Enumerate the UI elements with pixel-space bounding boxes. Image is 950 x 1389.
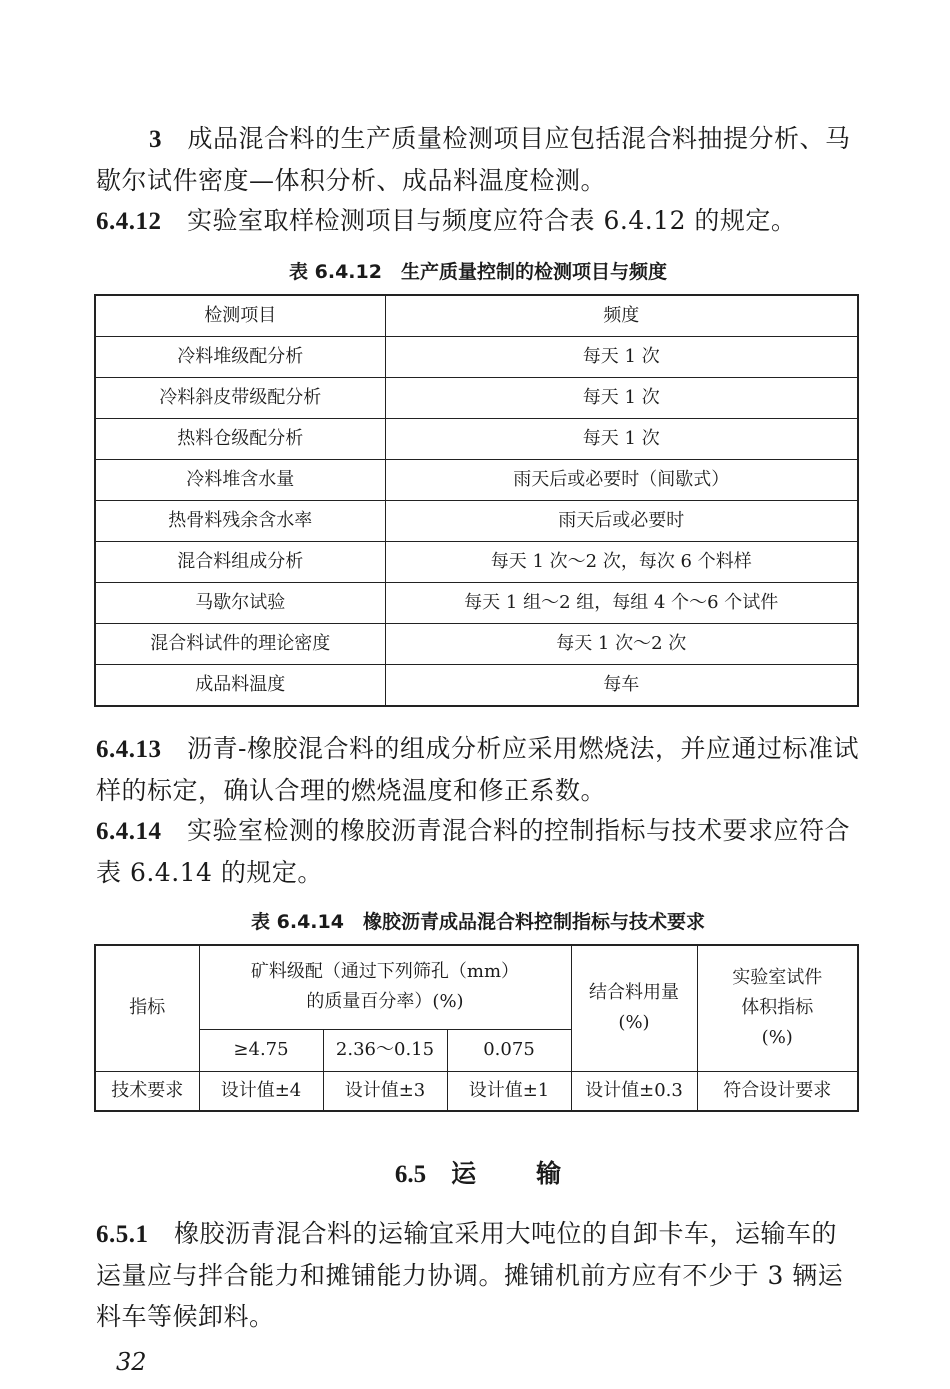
section-title-part: 输: [536, 1159, 562, 1188]
row-label-cell: 技术要求: [95, 1071, 199, 1111]
header-cell-gradation: [199, 945, 571, 1029]
section-number: 6.5: [394, 1161, 427, 1188]
clause-text: 实验室取样检测项目与频度应符合表 6.4.12 的规定。: [187, 206, 797, 235]
table-row: [95, 1071, 858, 1111]
subheader-cell: 2.36～0.15: [323, 1029, 447, 1071]
subheader-cell: ≥4.75: [199, 1029, 323, 1071]
table-row: [95, 665, 858, 707]
clause-text: 实验室检测的橡胶沥青混合料的控制指标与技术要求应符合表 6.4.14 的规定。: [96, 816, 851, 887]
table-row: [95, 460, 858, 501]
table-row: [95, 542, 858, 583]
clause-number: 6.4.12: [96, 208, 162, 235]
header-text-line: (%): [618, 1012, 650, 1034]
table-header-row: [95, 295, 858, 337]
section-title-part: 运: [451, 1159, 477, 1188]
header-text-line: 体积指标: [741, 997, 814, 1019]
header-text-line: (%): [761, 1027, 793, 1049]
table-control-indicators: [94, 944, 859, 1112]
header-text-line: 的质量百分率）(%): [306, 991, 464, 1013]
paragraph-6-4-12: [96, 200, 860, 242]
table-caption-6-4-12: 表 6.4.12 生产质量控制的检测项目与频度: [289, 261, 667, 283]
clause-number: 6.5.1: [96, 1221, 149, 1248]
clause-text: 橡胶沥青混合料的运输宜采用大吨位的自卸卡车，运输车的运量应与拌合能力和摊铺能力协调。摊铺机前方应有不少于 3 辆运料车等候卸料。: [96, 1219, 844, 1331]
table-cell: 设计值±0.3: [571, 1071, 697, 1111]
paragraph-clause-3: [96, 118, 860, 201]
table-cell: 设计值±4: [199, 1071, 323, 1111]
table-cell: 每天 1 次: [385, 419, 858, 460]
table-row: [95, 583, 858, 624]
table-cell: 成品料温度: [95, 665, 385, 707]
clause-text: 成品混合料的生产质量检测项目应包括混合料抽提分析、马歇尔试件密度—体积分析、成品料温度检测。: [96, 124, 851, 195]
header-text-line: 结合料用量: [589, 982, 679, 1004]
table-cell: 冷料堆级配分析: [95, 337, 385, 378]
paragraph-6-4-14: [96, 810, 860, 893]
paragraph-6-5-1: [96, 1213, 860, 1337]
table-cell: 设计值±1: [447, 1071, 571, 1111]
table-cell: 每天 1 次: [385, 378, 858, 419]
table-cell: 每天 1 次: [385, 337, 858, 378]
header-text-line: 实验室试件: [732, 967, 823, 989]
table-cell: 符合设计要求: [697, 1071, 858, 1111]
header-cell-index: 指标: [95, 945, 199, 1071]
table-cell: 混合料组成分析: [95, 542, 385, 583]
table-row: [95, 624, 858, 665]
clause-text: 沥青-橡胶混合料的组成分析应采用燃烧法，并应通过标准试样的标定，确认合理的燃烧温度和修正系数。: [96, 734, 859, 805]
table-cell: 每天 1 组～2 组，每组 4 个～6 个试件: [385, 583, 858, 624]
table-cell: 冷料堆含水量: [95, 460, 385, 501]
table-cell: 每天 1 次～2 次: [385, 624, 858, 665]
table-cell: 热料仓级配分析: [95, 419, 385, 460]
header-cell: 检测项目: [95, 295, 385, 337]
clause-number: 3: [149, 126, 162, 153]
table-cell: 每天 1 次～2 次，每次 6 个料样: [385, 542, 858, 583]
table-inspection-frequency: [94, 294, 859, 707]
table-cell: 冷料斜皮带级配分析: [95, 378, 385, 419]
section-heading-6-5: [96, 1154, 860, 1190]
header-cell: 频度: [385, 295, 858, 337]
subheader-cell: 0.075: [447, 1029, 571, 1071]
paragraph-6-4-13: [96, 728, 860, 811]
table-cell: 设计值±3: [323, 1071, 447, 1111]
header-text-line: 矿料级配（通过下列筛孔（mm）: [250, 961, 520, 983]
table-row: [95, 337, 858, 378]
table-caption-6-4-14: 表 6.4.14 橡胶沥青成品混合料控制指标与技术要求: [251, 911, 705, 933]
header-cell-binder: [571, 945, 697, 1071]
table-row: [95, 378, 858, 419]
table-cell: 每车: [385, 665, 858, 707]
table-header-row: [95, 945, 858, 1029]
table-cell: 马歇尔试验: [95, 583, 385, 624]
clause-number: 6.4.13: [96, 736, 162, 763]
table-cell: 混合料试件的理论密度: [95, 624, 385, 665]
table-cell: 热骨料残余含水率: [95, 501, 385, 542]
page-number: 32: [116, 1348, 147, 1376]
table-row: [95, 501, 858, 542]
clause-number: 6.4.14: [96, 818, 162, 845]
table-cell: 雨天后或必要时（间歇式）: [385, 460, 858, 501]
table-row: [95, 419, 858, 460]
table-cell: 雨天后或必要时: [385, 501, 858, 542]
header-cell-volume: [697, 945, 858, 1071]
